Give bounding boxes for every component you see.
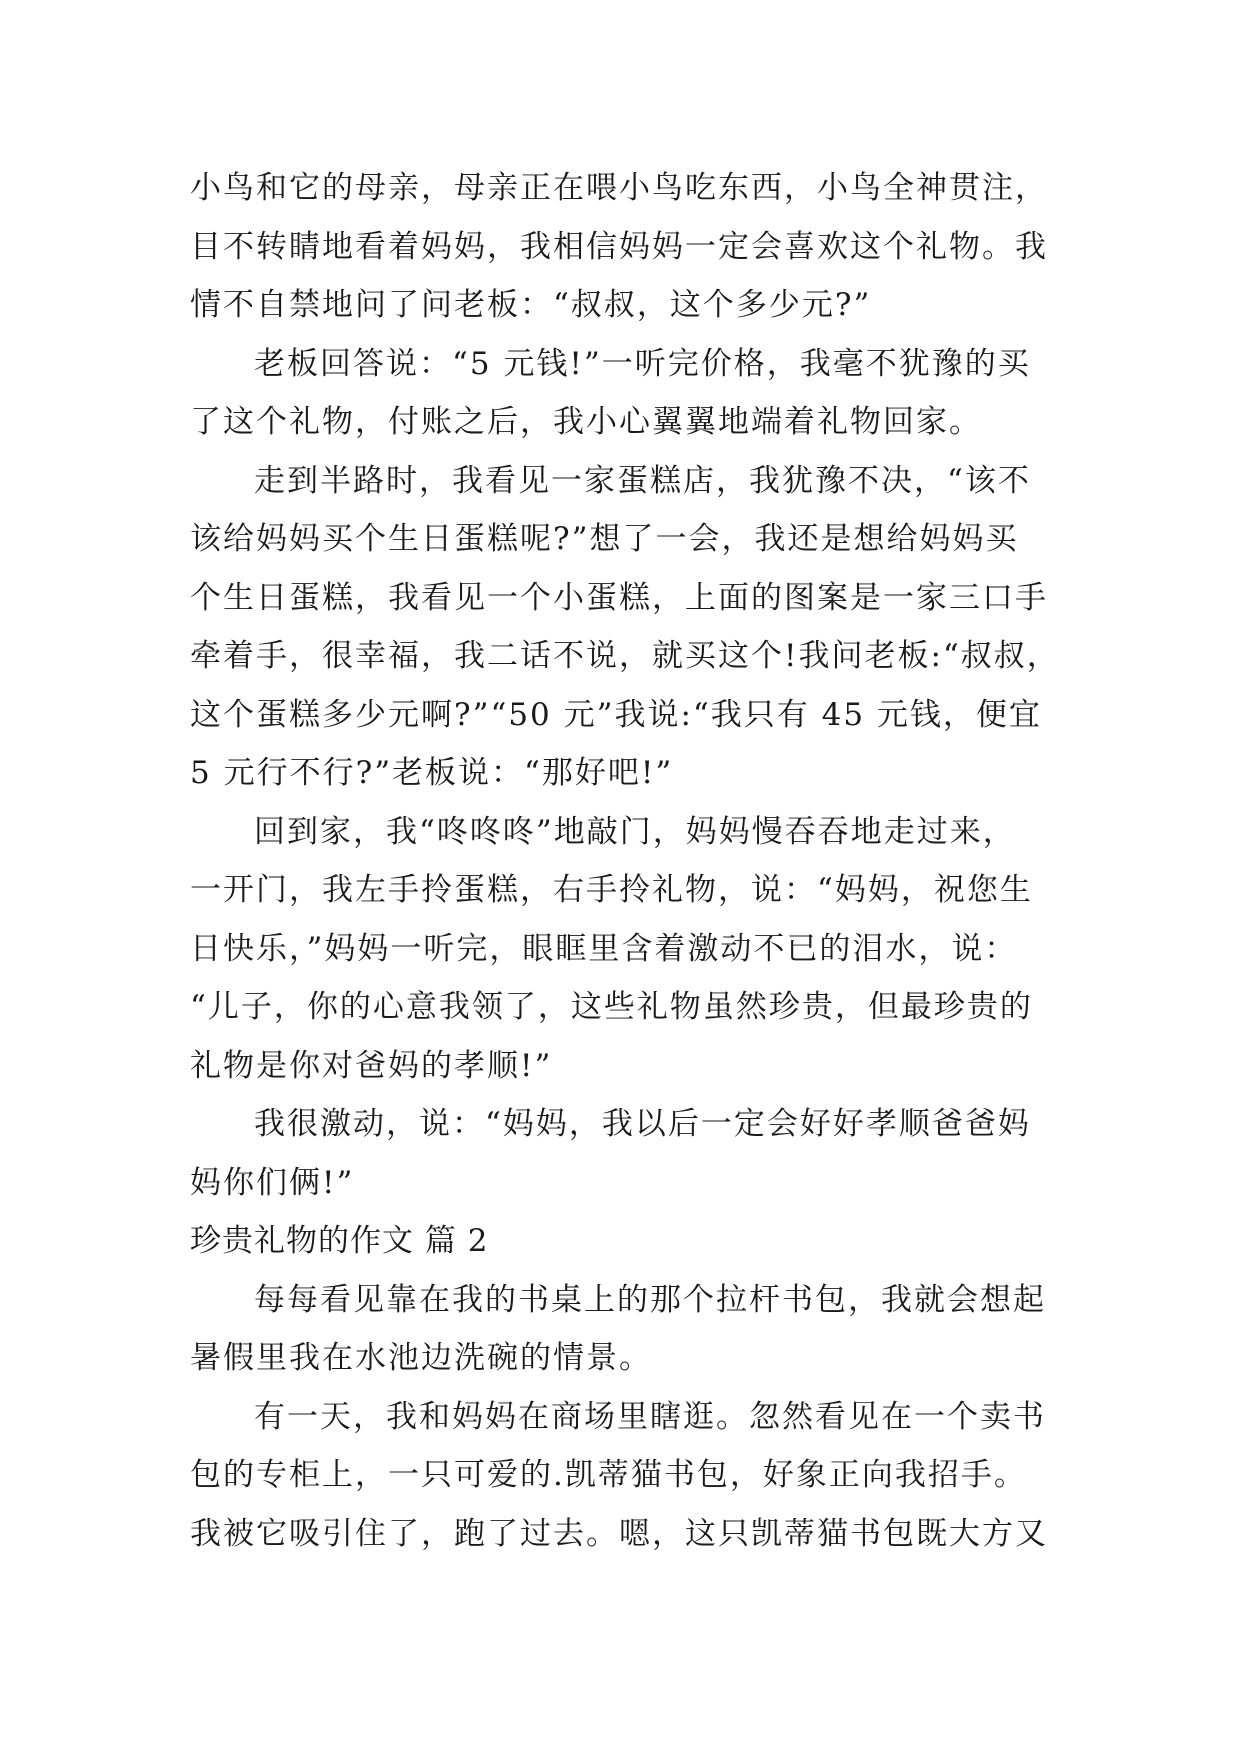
text-line: 了这个礼物，付账之后，我小心翼翼地端着礼物回家。 <box>190 404 982 440</box>
section-heading: 珍贵礼物的作文 篇 2 <box>190 1223 489 1259</box>
text-line: 妈你们俩!” <box>190 1165 355 1201</box>
text-line: 一开门，我左手拎蛋糕，右手拎礼物，说：“妈妈，祝您生 <box>190 872 1033 908</box>
text-line: 情不自禁地问了问老板：“叔叔，这个多少元?” <box>190 287 872 323</box>
paragraph-start-line: 走到半路时，我看见一家蛋糕店，我犹豫不决，“该不 <box>254 463 1031 499</box>
text-line: 我被它吸引住了，跑了过去。嗯，这只凯蒂猫书包既大方又 <box>190 1516 1048 1552</box>
text-line: 这个蛋糕多少元啊?”“50 元”我说:“我只有 45 元钱，便宜 <box>190 697 1042 733</box>
text-line: 小鸟和它的母亲，母亲正在喂小鸟吃东西，小鸟全神贯注， <box>190 170 1048 206</box>
text-line: 该给妈妈买个生日蛋糕呢?”想了一会，我还是想给妈妈买 <box>190 521 1019 557</box>
text-line: 日快乐，”妈妈一听完，眼眶里含着激动不已的泪水，说： <box>190 931 1018 967</box>
text-line: 5 元行不行?”老板说：“那好吧!” <box>190 755 674 791</box>
text-line: 目不转睛地看着妈妈，我相信妈妈一定会喜欢这个礼物。我 <box>190 229 1048 265</box>
paragraph-start-line: 每每看见靠在我的书桌上的那个拉杆书包，我就会想起 <box>254 1282 1046 1318</box>
paragraph-start-line: 我很激动，说：“妈妈，我以后一定会好好孝顺爸爸妈 <box>254 1106 1031 1142</box>
paragraph-start-line: 有一天，我和妈妈在商场里瞎逛。忽然看见在一个卖书 <box>254 1399 1046 1435</box>
text-line: “儿子，你的心意我领了，这些礼物虽然珍贵，但最珍贵的 <box>190 989 1033 1025</box>
paragraph-start-line: 回到家，我“咚咚咚”地敲门，妈妈慢吞吞地走过来， <box>254 814 1016 850</box>
paragraph-start-line: 老板回答说：“5 元钱!”一听完价格，我毫不犹豫的买 <box>254 346 1031 382</box>
text-line: 牵着手，很幸福，我二话不说，就买这个!我问老板:“叔叔， <box>190 638 1060 674</box>
text-line: 包的专柜上，一只可爱的.凯蒂猫书包，好象正向我招手。 <box>190 1457 1027 1493</box>
text-line: 个生日蛋糕，我看见一个小蛋糕，上面的图案是一家三口手 <box>190 580 1048 616</box>
text-line: 暑假里我在水池边洗碗的情景。 <box>190 1340 652 1376</box>
text-line: 礼物是你对爸妈的孝顺!” <box>190 1048 553 1084</box>
